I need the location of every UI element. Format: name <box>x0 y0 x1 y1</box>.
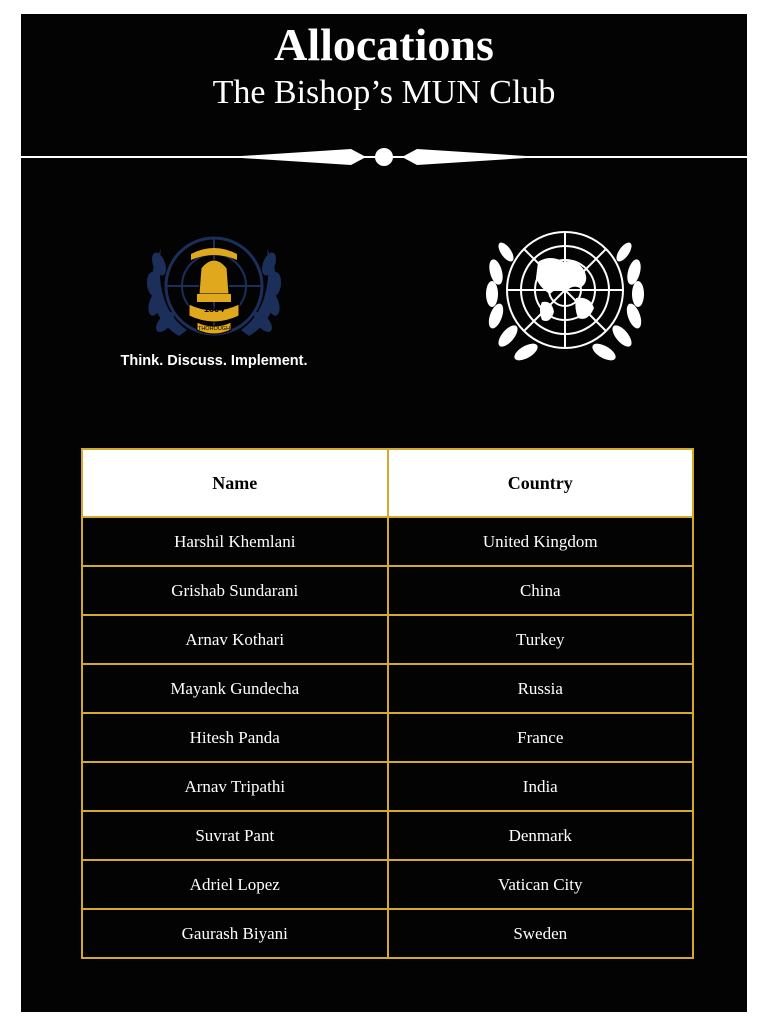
delegate-country: Sweden <box>388 909 694 958</box>
page-title: Allocations <box>274 19 494 70</box>
delegate-country: France <box>388 713 694 762</box>
delegate-name: Arnav Tripathi <box>82 762 388 811</box>
delegate-country: United Kingdom <box>388 517 694 566</box>
table-row <box>82 517 693 566</box>
delegate-country: Turkey <box>388 615 694 664</box>
delegate-country: China <box>388 566 694 615</box>
ornamental-divider <box>21 145 747 169</box>
delegate-name: Arnav Kothari <box>82 615 388 664</box>
table-row <box>82 566 693 615</box>
table-row <box>82 811 693 860</box>
table-row <box>82 762 693 811</box>
delegate-country: India <box>388 762 694 811</box>
delegate-name: Harshil Khemlani <box>82 517 388 566</box>
column-header-country: Country <box>388 449 694 517</box>
delegate-name: Grishab Sundarani <box>82 566 388 615</box>
club-motto: Think. Discuss. Implement. <box>120 353 308 369</box>
delegate-name: Hitesh Panda <box>82 713 388 762</box>
un-emblem-logo <box>480 222 650 372</box>
allocations-page <box>21 14 747 1012</box>
table-row <box>82 615 693 664</box>
column-header-name: Name <box>82 449 388 517</box>
delegate-name: Gaurash Biyani <box>82 909 388 958</box>
delegate-name: Suvrat Pant <box>82 811 388 860</box>
delegate-name: Mayank Gundecha <box>82 664 388 713</box>
allocations-table <box>81 448 694 959</box>
delegate-name: Adriel Lopez <box>82 860 388 909</box>
table-row <box>82 909 693 958</box>
table-header-row <box>82 449 693 517</box>
table-row <box>82 713 693 762</box>
table-row <box>82 860 693 909</box>
crest-scroll-text: THOROUGH <box>197 326 231 332</box>
delegate-country: Russia <box>388 664 694 713</box>
crest-year: 1864 <box>203 304 225 314</box>
delegate-country: Denmark <box>388 811 694 860</box>
page-subtitle: The Bishop’s MUN Club <box>212 74 556 111</box>
table-row <box>82 664 693 713</box>
delegate-country: Vatican City <box>388 860 694 909</box>
